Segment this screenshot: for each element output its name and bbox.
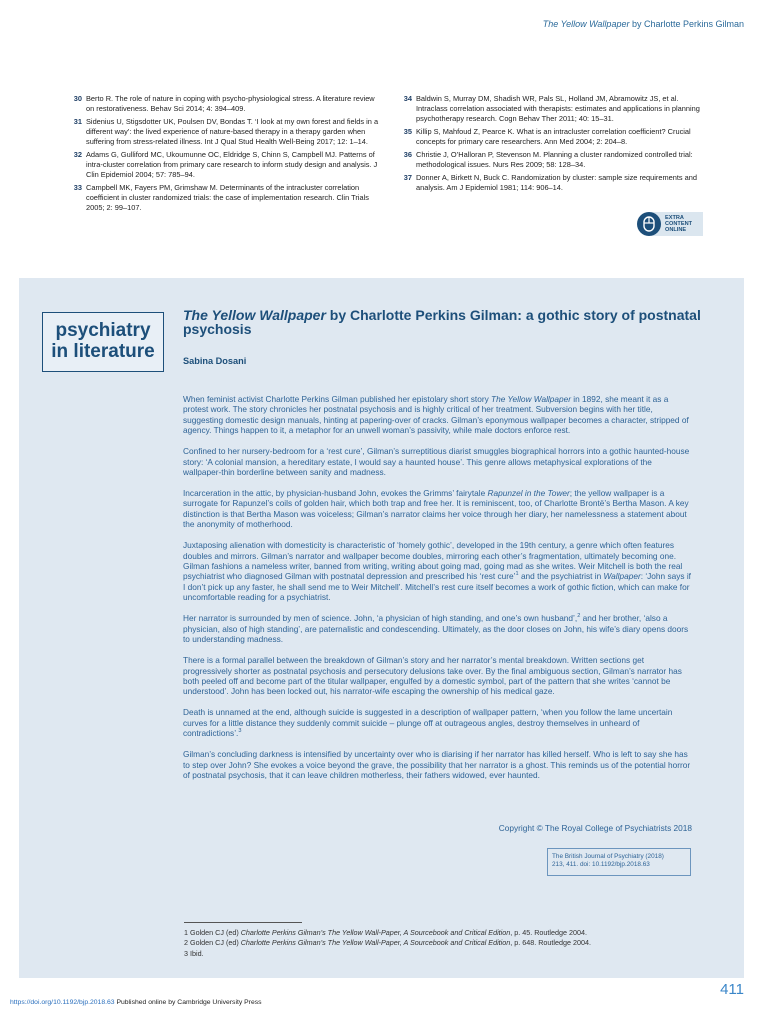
title-rest: by Charlotte Perkins Gilman: a gothic story of postnatal psychosis: [183, 307, 701, 337]
page-number: 411: [720, 981, 744, 998]
footnote-text: , p. 45. Routledge 2004.: [510, 928, 587, 937]
article-body: [183, 394, 691, 791]
title-italic: The Yellow Wallpaper: [183, 307, 326, 323]
paragraph: [183, 488, 691, 530]
text-run: and her brother, ‘also a physician, also of high standing’, are paternalistic and condescending. Ultimately, as the door closes on John, his wife’s diary opens doors to understanding madness.: [183, 613, 689, 645]
reference-number: 32: [73, 150, 82, 159]
footnote-divider: [184, 922, 302, 923]
reference-item: [396, 173, 710, 193]
badge-line: ONLINE: [665, 227, 687, 233]
doi-link[interactable]: https://doi.org/10.1192/bjp.2018.63: [10, 999, 115, 1006]
reference-number: 35: [403, 127, 412, 136]
text-run: Incarceration in the attic, by physician-husband John, evokes the Grimms’ fairytale: [183, 488, 488, 499]
paragraph: [183, 613, 691, 644]
running-head-title: The Yellow Wallpaper: [542, 19, 630, 29]
reference-text: Baldwin S, Murray DM, Shadish WR, Pals SL, Holland JM, Abramowitz JS, et al. Intraclass correlation associated with therapists: estimates and applications in planning psychotherapy research. Cogn Behav Ther 2011; 40: 15–31.: [416, 94, 700, 123]
doi-footer: [10, 999, 262, 1006]
footnote-title: Charlotte Perkins Gilman’s The Yellow Wall-Paper, A Sourcebook and Critical Edition: [240, 938, 511, 948]
footnote-marker: 2: [577, 613, 581, 620]
reference-item: [66, 117, 380, 147]
reference-text: Sidenius U, Stigsdotter UK, Poulsen DV, Bondas T. ‘I look at my own forest and fields in a different way’: the lived experience of nature-based therapy in a therapy garden when suffering from stress-related illness. Int J Qual Stud Health Well-Being 2017; 12: 1–14.: [86, 117, 379, 146]
reference-number: 33: [73, 183, 82, 192]
reference-item: [396, 94, 710, 124]
reference-column-right: [396, 94, 710, 196]
citation-box: [547, 848, 691, 876]
category-line: psychiatry: [55, 320, 151, 341]
running-head-author: by Charlotte Perkins Gilman: [629, 19, 744, 29]
footnote-list: [184, 928, 704, 959]
footnote: [184, 928, 704, 938]
article-title: [183, 308, 703, 336]
reference-number: 31: [73, 117, 82, 126]
text-run: and the psychiatrist in: [518, 571, 604, 582]
footnote-text: , p. 648. Routledge 2004.: [510, 938, 591, 948]
reference-text: Adams G, Gulliford MC, Ukoumunne OC, Eldridge S, Chinn S, Campbell MJ. Patterns of intra-cluster correlation from primary care research to inform study design and analysis. J Clin Epidemiol 2004; 57: 785–94.: [86, 150, 378, 179]
paragraph: [183, 707, 691, 738]
running-head: [543, 19, 744, 29]
reference-text: Berto R. The role of nature in coping with psycho-physiological stress. A literature review on restorativeness. Behav Sci 2014; 4: 394–409.: [86, 94, 375, 113]
badge-line: CONTENT: [665, 221, 693, 227]
paragraph: [183, 394, 691, 436]
section-category-box: [42, 312, 164, 372]
text-italic: The Yellow Wallpaper: [491, 394, 571, 404]
reference-number: 30: [73, 94, 82, 103]
footnote-text: 1 Golden CJ (ed): [184, 928, 241, 937]
text-italic: Wallpaper: [603, 571, 641, 582]
footnote-marker: 3: [238, 728, 242, 735]
footnote-text: 3 Ibid.: [184, 948, 204, 958]
category-line: in literature: [51, 341, 155, 362]
reference-item: [396, 150, 710, 170]
paragraph: Confined to her nursery-bedroom for a ‘rest cure’, Gilman’s surreptitious diarist smuggles biographical horrors into a gothic haunted-house story: ‘A colonial mansion, a hereditary estate, I would say a haunted house’. This genre allows metaphysical explorations of the wallpaper-thin borderline between sanity and madness.: [183, 446, 690, 478]
reference-item: [66, 183, 380, 213]
badge-line: EXTRA: [665, 215, 684, 221]
footnote: [184, 938, 704, 948]
reference-number: 34: [403, 94, 412, 103]
reference-item: [66, 94, 380, 114]
text-run: Death is unnamed at the end, although suicide is suggested in a description of wallpaper pattern, ‘when you follow the lame uncertain curves for a little distance they suddenly commit suicide – plunge off at outrageous angles, destroy themselves in unheard of contradictions’.: [183, 707, 673, 739]
reference-item: [66, 150, 380, 180]
reference-column-left: [66, 94, 380, 216]
footnote: [184, 949, 704, 959]
text-run: Her narrator is surrounded by men of science. John, ‘a physician of high standing, and one’s own husband’,: [183, 613, 578, 624]
mouse-icon: [642, 216, 656, 232]
footnote-text: 2 Golden CJ (ed): [184, 938, 241, 948]
paragraph: There is a formal parallel between the breakdown of Gilman’s story and her narrator’s mental breakdown. Written sections get progressively shorter as postnatal psychosis and persecutory delusions take over. By the final ambiguous section, Gilman’s narrator has both peeled off and become part of the titular wallpaper, engulfed by a domestic symbol, part of the pattern that she writes ‘cannot be understood’. John has been locked out, his narrator-wife escaping the ownership of his medical gaze.: [183, 655, 682, 697]
reference-text: Donner A, Birkett N, Buck C. Randomization by cluster: sample size requirements and analysis. Am J Epidemiol 1981; 114: 906–14.: [416, 173, 697, 192]
citation-line: The British Journal of Psychiatry (2018): [552, 853, 664, 860]
author-name: Sabina Dosani: [183, 356, 247, 366]
reference-item: [396, 127, 710, 147]
reference-text: Campbell MK, Fayers PM, Grimshaw M. Determinants of the intracluster correlation coefficient in cluster randomized trials: the case of implementation research. Clin Trials 2005; 2: 99–107.: [86, 183, 369, 212]
paragraph: [183, 540, 691, 602]
footnote-title: Charlotte Perkins Gilman’s The Yellow Wall-Paper, A Sourcebook and Critical Edition: [240, 928, 511, 937]
footnote-marker: 1: [515, 571, 519, 578]
text-run: ; the yellow wallpaper is a surrogate for Rapunzel’s coils of golden hair, which both trap and free her. It is reminiscent, too, of Charlotte Brontë’s Bertha Mason. A key distinction is that Bertha Mason was voiceless; Gilman’s narrator claims her voice through her diary, her namelessness a statement about the anonymity of motherhood.: [183, 488, 689, 530]
reference-text: Killip S, Mahfoud Z, Pearce K. What is an intracluster correlation coefficient? Crucial concepts for primary care researchers. Ann Med 2004; 2: 204–8.: [416, 127, 691, 146]
copyright-notice: Copyright © The Royal College of Psychiatrists 2018: [498, 823, 692, 833]
citation-line: 213, 411. doi: 10.1192/bjp.2018.63: [552, 861, 650, 868]
publisher-note: Published online by Cambridge University Press: [114, 999, 262, 1006]
extra-content-online-badge[interactable]: [637, 212, 703, 236]
badge-label: [665, 215, 692, 233]
psychiatry-in-literature-panel: [19, 278, 744, 978]
paragraph: Gilman’s concluding darkness is intensified by uncertainty over who is diarising if her narrator has killed herself. Who is left to say she has to step over John? She evokes a voice beyond the grave, the possibility that her narrator is a ghost. This reminds us of the potential horror of postnatal psychosis, that it can leave children motherless, their fathers widowed, ever haunted.: [183, 749, 691, 780]
text-run: When feminist activist Charlotte Perkins Gilman published her epistolary short story: [183, 394, 492, 404]
reference-text: Christie J, O’Halloran P, Stevenson M. Planning a cluster randomized controlled trial: methodological issues. Nurs Res 2009; 58: 128–34.: [416, 150, 693, 169]
reference-number: 37: [403, 173, 412, 182]
text-run: : ‘John says if I don’t pick up any faster, he shall send me to Weir Mitchell’. Mitchell’s rest cure itself becomes a work of gothic fiction, which can make for uncomfortable reading for a psychiatrist.: [183, 571, 691, 603]
reference-number: 36: [403, 150, 412, 159]
text-run: in 1892, she meant it as a protest work. The story chronicles her postnatal psychosis and is highly critical of her treatment. Subversion begins with her title, suggesting domestic design manuals, hinting at papering-over of cracks. Gilman’s eponymous wallpaper becomes a character, stripped of agency. Things happen to it, a metaphor for an unwell woman’s passivity, while male doctors enforce rest.: [183, 394, 689, 436]
text-italic: Rapunzel in the Tower: [487, 488, 570, 499]
text-run: Juxtaposing alienation with domesticity is characteristic of ‘homely gothic’, developed in the 19th century, a genre which often features doubles and mirrors. Gilman’s narrator and wallpaper become doubles, mirroring each other’s fragmentation, ultimately becoming one. Gilman fashions a nameless writer, banned from writing, writing about going mad, going mad as she writes. Weir Mitchell is both the real psychiatrist who diagnosed Gilman with postnatal depression and prescribed his ‘rest cure’: [183, 540, 683, 582]
